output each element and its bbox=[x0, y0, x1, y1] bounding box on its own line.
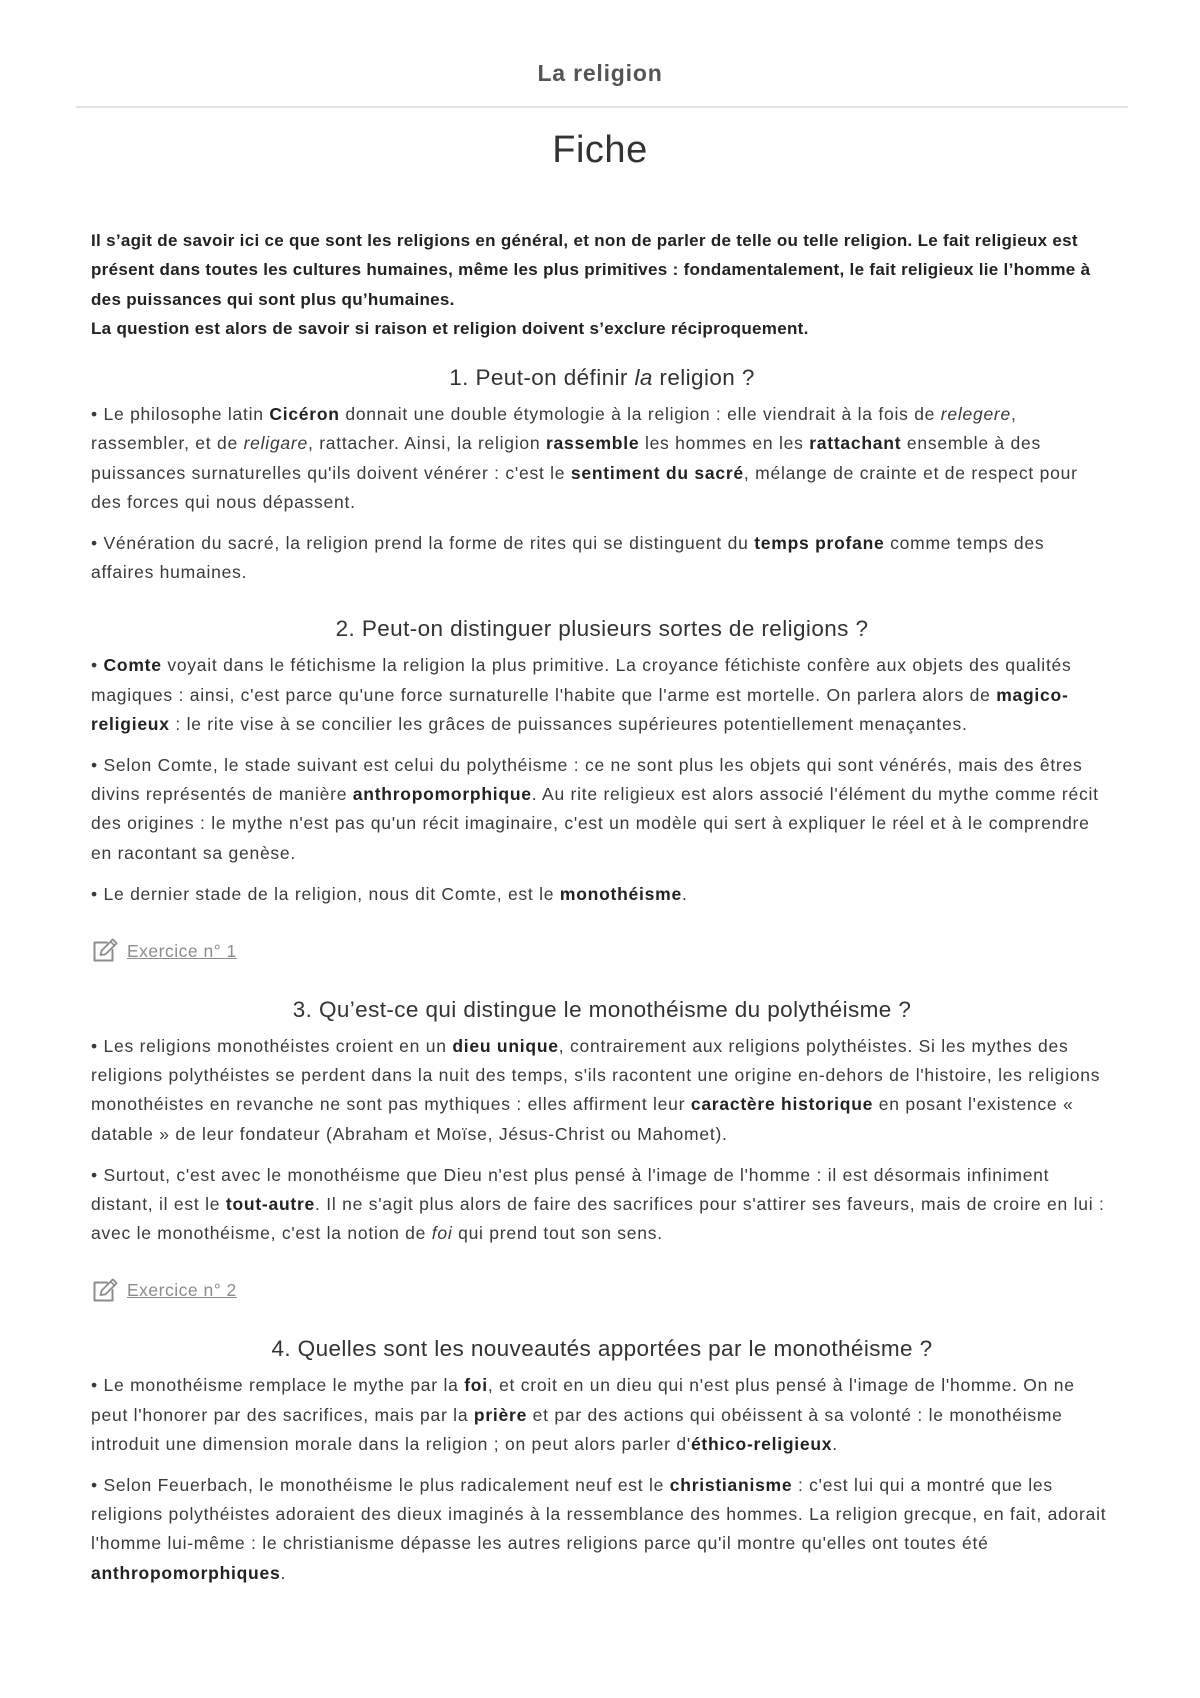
exercise-label: Exercice n° 1 bbox=[127, 940, 237, 961]
heading-text: religion ? bbox=[652, 365, 755, 391]
page-title: Fiche bbox=[552, 129, 648, 171]
paragraph-text: : le rite vise à se concilier les grâces de puissances supérieures potentiellement menaçantes. bbox=[169, 714, 968, 735]
paragraph-text: . bbox=[681, 883, 688, 904]
bold-term: tout-autre bbox=[225, 1193, 316, 1214]
bold-term: Cicéron bbox=[269, 404, 340, 425]
italic-term: foi bbox=[431, 1223, 453, 1244]
edit-icon bbox=[91, 938, 119, 963]
bold-term: monothéisme bbox=[559, 883, 682, 904]
bold-term: Comte bbox=[103, 655, 162, 676]
paragraph-text: , contrairement aux religions polythéistes. Si les mythes des religions polythéistes se perdent dans la nuit des temps, s'ils racontent une origine en-dehors de l'histoire, les religions monothéistes en revanche ne sont pas mythiques : elles affirment leur bbox=[91, 1035, 1101, 1115]
heading-text: 3. Qu’est-ce qui distingue le monothéisme du polythéisme ? bbox=[292, 996, 912, 1022]
paragraph-text: , et croit en un dieu qui n'est plus pensé à l'image de l'homme. On ne peut l'honorer par des sacrifices, mais par la bbox=[91, 1375, 1075, 1425]
bold-term: foi bbox=[464, 1375, 488, 1396]
italic-term: religare bbox=[243, 433, 308, 454]
paragraph bbox=[91, 880, 1113, 909]
paragraph-text: . bbox=[280, 1562, 287, 1583]
document-body bbox=[91, 226, 1113, 1588]
paragraph-text: • Selon Feuerbach, le monothéisme le plus radicalement neuf est le bbox=[91, 1474, 670, 1495]
paragraph-text: et par des actions qui obéissent à sa volonté : le monothéisme introduit une dimension morale dans la religion ; on peut alors parler d' bbox=[91, 1404, 1063, 1455]
paragraph bbox=[91, 1161, 1113, 1249]
paragraph bbox=[91, 651, 1113, 739]
bold-term: rattachant bbox=[809, 433, 902, 454]
paragraph-text: , rassembler, et de bbox=[91, 404, 1017, 454]
paragraph-text: • Le dernier stade de la religion, nous dit Comte, est le bbox=[91, 883, 560, 904]
section-3-heading bbox=[91, 994, 1113, 1026]
bold-term: anthropomorphiques bbox=[91, 1562, 281, 1583]
paragraph-text: • Le monothéisme remplace le mythe par la bbox=[91, 1375, 465, 1396]
heading-text: 1. Peut-on définir bbox=[449, 365, 635, 391]
bold-term: temps profane bbox=[754, 532, 885, 553]
intro-question: La question est alors de savoir si raison et religion doivent s’exclure réciproquement. bbox=[91, 318, 809, 338]
italic-term: relegere bbox=[940, 404, 1011, 425]
paragraph-text: les hommes en les bbox=[639, 433, 810, 454]
paragraph-text: , rattacher. Ainsi, la religion bbox=[307, 433, 546, 454]
heading-text: 2. Peut-on distinguer plusieurs sortes de religions ? bbox=[335, 616, 869, 642]
section-1 bbox=[91, 362, 1113, 587]
section-2 bbox=[91, 613, 1113, 965]
bold-term: dieu unique bbox=[452, 1035, 559, 1056]
paragraph-text: • Vénération du sacré, la religion prend la forme de rites qui se distinguent du bbox=[91, 532, 755, 553]
paragraph-text: • Le philosophe latin bbox=[91, 404, 270, 425]
paragraph bbox=[91, 529, 1113, 588]
paragraph-text: , mélange de crainte et de respect pour des forces qui nous dépassent. bbox=[91, 462, 1078, 513]
bold-term: magico-religieux bbox=[91, 684, 1069, 735]
running-title: La religion bbox=[537, 60, 663, 86]
paragraph-text: . bbox=[832, 1434, 838, 1455]
paragraph bbox=[91, 400, 1113, 517]
exercise-label: Exercice n° 2 bbox=[127, 1280, 237, 1301]
paragraph-text: voyait dans le fétichisme la religion la plus primitive. La croyance fétichiste confère aux objets des qualités magiques : ainsi, c'est parce qu'une force surnaturelle l'habite que l'arme est mortelle. On parlera alors de bbox=[91, 655, 1072, 705]
section-2-heading bbox=[91, 613, 1113, 645]
paragraph bbox=[91, 1471, 1113, 1588]
section-3 bbox=[91, 994, 1113, 1306]
paragraph-text: qui prend tout son sens. bbox=[452, 1223, 663, 1244]
bold-term: éthico-religieux bbox=[690, 1434, 833, 1455]
paragraph-text: comme temps des affaires humaines. bbox=[91, 532, 1045, 583]
bold-term: caractère historique bbox=[690, 1094, 874, 1115]
paragraph-text: • Selon Comte, le stade suivant est celui du polythéisme : ce ne sont plus les objets qui sont vénérés, mais des êtres divins représentés de manière bbox=[91, 754, 1083, 805]
paragraph bbox=[91, 751, 1113, 868]
section-4 bbox=[91, 1333, 1113, 1588]
paragraph-text: • Surtout, c'est avec le monothéisme que Dieu n'est plus pensé à l'image de l'homme : il est désormais infiniment distant, il est le bbox=[91, 1164, 1050, 1214]
page-header bbox=[0, 0, 1200, 88]
bold-term: rassemble bbox=[545, 433, 640, 454]
paragraph-text: • bbox=[91, 655, 104, 676]
bold-term: prière bbox=[473, 1404, 528, 1425]
paragraph-text: . Au rite religieux est alors associé l'élément du mythe comme récit des origines : le mythe n'est pas qu'un récit imaginaire, c'est un modèle qui sert à expliquer le réel et à le comprendre en racontant sa genèse. bbox=[91, 784, 1099, 863]
intro-block bbox=[91, 226, 1113, 343]
edit-icon bbox=[91, 1278, 119, 1303]
paragraph-text: . Il ne s'agit plus alors de faire des sacrifices pour s'attirer ses faveurs, mais de croire en lui : avec le monothéisme, c'est la notion de bbox=[91, 1193, 1105, 1244]
bold-term: anthropomorphique bbox=[352, 784, 532, 805]
bold-term: sentiment du sacré bbox=[570, 462, 744, 483]
paragraph bbox=[91, 1032, 1113, 1149]
paragraph bbox=[91, 1371, 1113, 1459]
heading-text: 4. Quelles sont les nouveautés apportées par le monothéisme ? bbox=[271, 1336, 933, 1362]
section-4-heading bbox=[91, 1333, 1113, 1365]
bold-term: christianisme bbox=[669, 1474, 793, 1495]
section-1-heading bbox=[91, 362, 1113, 394]
paragraph-text: donnait une double étymologie à la religion : elle viendrait à la fois de bbox=[339, 404, 941, 425]
exercise-row bbox=[91, 1275, 1113, 1305]
exercise-row bbox=[91, 936, 1113, 966]
exercise-link-2[interactable] bbox=[91, 1275, 237, 1305]
paragraph-text: ensemble à des puissances surnaturelles qu'ils doivent vénérer : c'est le bbox=[91, 433, 1041, 483]
header-divider bbox=[76, 106, 1128, 108]
exercise-link-1[interactable] bbox=[91, 936, 237, 966]
heading-emphasis: la bbox=[634, 365, 653, 391]
paragraph-text: : c'est lui qui a montré que les religions polythéistes adoraient des dieux imaginés à la ressemblance des hommes. La religion grecque, en fait, adorait l'homme lui-même : le christianisme dépasse les autres religions parce qu'il montre qu'elles ont toutes été bbox=[91, 1474, 1107, 1554]
paragraph-text: en posant l'existence « datable » de leur fondateur (Abraham et Moïse, Jésus-Christ ou Mahomet). bbox=[91, 1094, 1074, 1144]
intro-paragraph: Il s’agit de savoir ici ce que sont les religions en général, et non de parler de telle ou telle religion. Le fait religieux est présent dans toutes les cultures humaines, même les plus primitives : fondamentalement, le fait religieux lie l’homme à des puissances qui sont plus qu’humaines. bbox=[91, 231, 1091, 309]
paragraph-text: • Les religions monothéistes croient en un bbox=[91, 1035, 453, 1056]
